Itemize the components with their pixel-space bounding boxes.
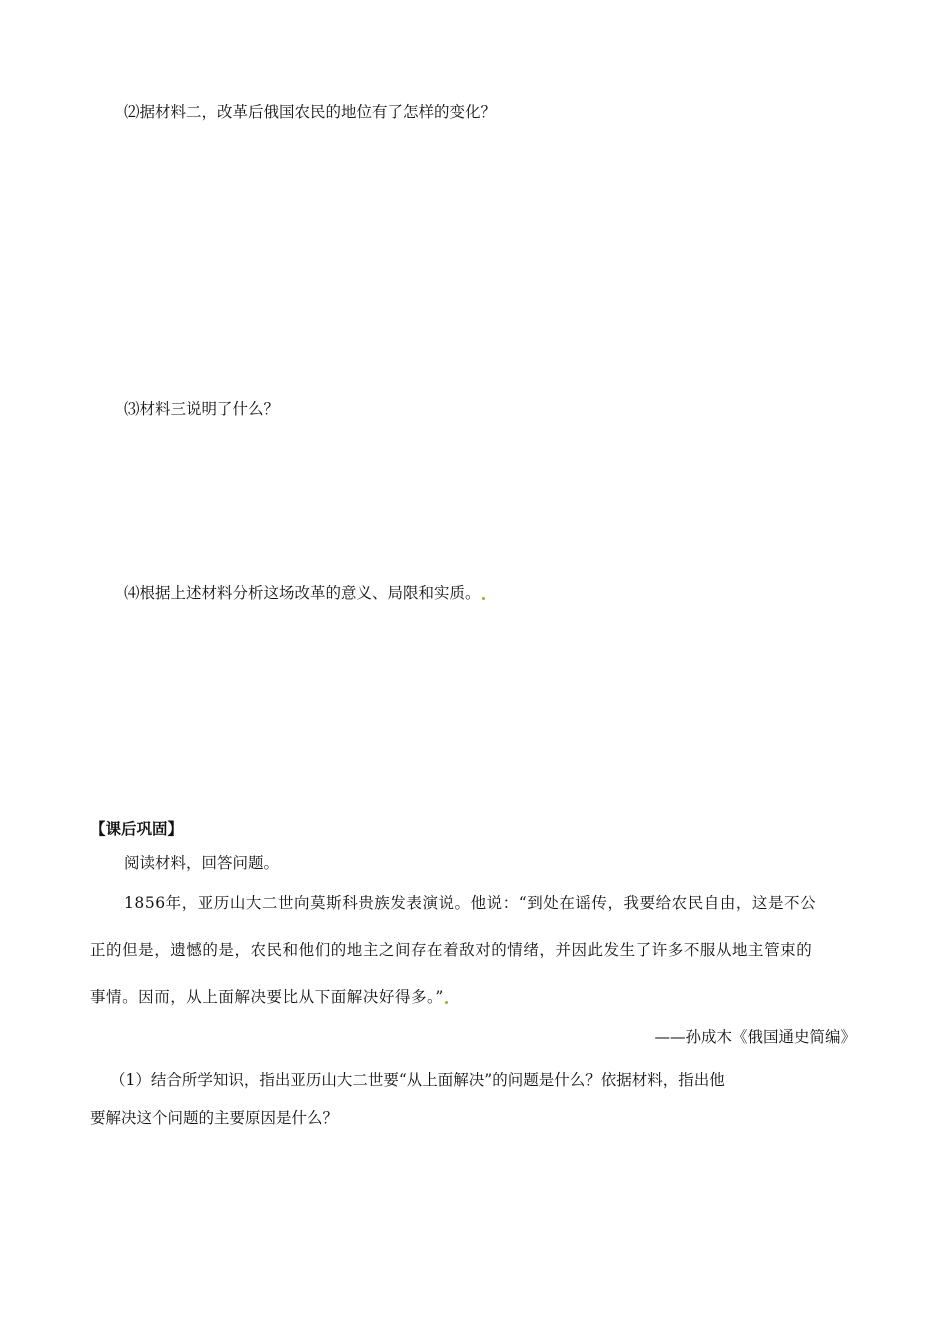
section-intro: 阅读材料，回答问题。	[124, 854, 280, 872]
sub-question-line-2: 要解决这个问题的主要原因是什么？	[90, 1109, 339, 1127]
passage-line-1: 1856年，亚历山大二世向莫斯科贵族发表演说。他说：“到处在谣传，我要给农民自由，这是不公	[124, 894, 817, 912]
passage-source: ——孙成木《俄国通史简编》	[654, 1028, 856, 1046]
passage-line-3	[90, 987, 448, 1007]
question-4-text: ⑷根据上述材料分析这场改革的意义、局限和实质。	[124, 584, 481, 602]
sub-question-line-1: （1）结合所学知识，指出亚历山大二世要“从上面解决”的问题是什么？依据材料，指出他	[110, 1071, 725, 1089]
marker-dot	[445, 1001, 448, 1004]
question-2: ⑵据材料二，改革后俄国农民的地位有了怎样的变化？	[124, 103, 497, 121]
question-4	[124, 583, 485, 603]
marker-dot	[482, 597, 485, 600]
question-3: ⑶材料三说明了什么？	[124, 400, 280, 418]
passage-line-2: 正的但是，遗憾的是，农民和他们的地主之间存在着敌对的情绪，并因此发生了许多不服从地主管束的	[90, 941, 813, 959]
passage-line-3-text: 事情。因而，从上面解决要比从下面解决好得多。”	[90, 988, 444, 1006]
section-heading: 【课后巩固】	[90, 820, 184, 838]
